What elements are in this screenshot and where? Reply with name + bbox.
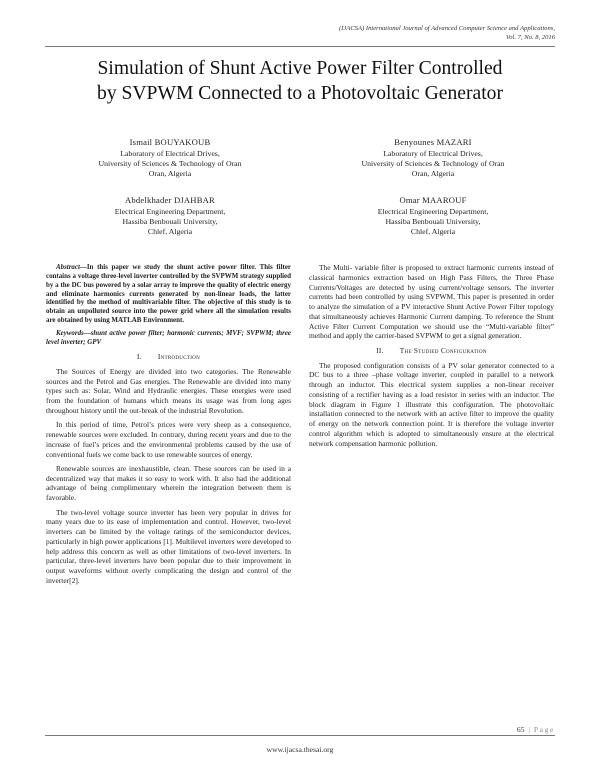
author-affiliation: University of Sciences & Technology of Oran xyxy=(98,159,242,169)
title-line-2: by SVPWM Connected to a Photovoltaic Generator xyxy=(97,83,503,104)
section-heading-studied-configuration xyxy=(309,346,554,356)
author-location: Chlef, Algeria xyxy=(410,227,456,237)
footer-divider xyxy=(45,735,555,736)
author-affiliation: Laboratory of Electrical Drives, xyxy=(120,149,220,158)
journal-header xyxy=(135,24,555,42)
journal-name: (IJACSA) International Journal of Advanced Computer Science and Applications, xyxy=(338,25,555,32)
section-heading-introduction xyxy=(46,352,291,362)
author-location: Oran, Algeria xyxy=(148,169,192,179)
author-name: Omar MAAROUF xyxy=(399,195,467,205)
author-location: Oran, Algeria xyxy=(411,169,455,179)
author-affiliation: Hassiba Benbouali University, xyxy=(385,217,481,227)
abstract xyxy=(46,263,291,325)
author-block xyxy=(308,195,558,238)
paragraph: The proposed configuration consists of a PV solar generator connected to a DC bus to a three –phase voltage inverter, coupled in parallel to a network through an inductor. This electrical system supplies a non-linear receiver consisting of a rectifier having as a load resistor in series with an inductor. The block diagram in Figure 1 illustrate this configuration. The photovoltaic installation connected to the network with an active filter to improve the quality of energy on the network connection point. It is therefore the voltage inverter control algorithm which is adopted to simultaneously ensure at the electrical network compensation harmonic pollution. xyxy=(309,360,554,448)
page-number-separator: | xyxy=(528,725,530,734)
author-name: Benyounes MAZARI xyxy=(394,137,472,147)
section-title: Introduction xyxy=(157,351,200,361)
paragraph-continued: The two-level voltage source inverter has been very popular in drives for many years due to its ease of implementation and control. However, two-level inverters can be limited by the voltage ratings of the semiconductor devices, particularly in high power applications [1]. Multilevel inverters were developed to help address this concern as well as other limitations of two-level inverters. In particular, three-level inverters have been popular due to their improvement in output waveforms without overly complicating the design and control of the inverter[2]. xyxy=(46,507,291,585)
journal-url: www.ijacsa.thesai.org xyxy=(266,745,334,754)
author-affiliation: Laboratory of Electrical Drives, xyxy=(383,149,483,158)
page-label: Page xyxy=(533,725,555,734)
author-block xyxy=(45,195,295,238)
abstract-label: Abstract— xyxy=(56,263,87,271)
page-number-value: 65 xyxy=(516,725,525,734)
author-affiliation: Electrical Engineering Department, xyxy=(377,207,489,216)
paragraph: The Sources of Energy are divided into two categories. The Renewable sources and the Petrol and Gas energies. The Renewable are divided into many types such as: Solar, Wind and Hydraulic energies. These energies were used from the foundation of humans which means its usage was from long ages throughout history until the out-break of the industrial Revolution. xyxy=(46,366,291,415)
journal-volume: Vol. 7, No. 8, 2016 xyxy=(505,34,555,41)
author-affiliation: Hassiba Benbouali University, xyxy=(122,217,218,227)
author-block xyxy=(45,137,295,180)
author-block xyxy=(308,137,558,180)
section-title: The Studied Configuration xyxy=(399,345,487,355)
left-column xyxy=(46,263,291,590)
page-number xyxy=(517,725,555,735)
author-name: Ismail BOUYAKOUB xyxy=(129,137,211,147)
keywords-text: shunt active power filter; harmonic currents; MVF; SVPWM; three level inverter; GPV xyxy=(46,329,291,347)
author-affiliation: Electrical Engineering Department, xyxy=(114,207,226,216)
paragraph: In this period of time, Petrol’s prices were very sheep as a consequence, renewable sources were excluded. In contrary, during recent years and due to the increase of fuel’s prices and the environmental problems caused by the use of conventional fuels we come back to use renewable sources of energy. xyxy=(46,420,291,459)
keywords xyxy=(46,329,291,347)
author-affiliation: University of Sciences & Technology of Oran xyxy=(361,159,505,169)
section-number: I. xyxy=(137,351,142,361)
paragraph: The Multi- variable filter is proposed to extract harmonic currents instead of classical harmonics extraction based on High Pass Filters, the Three Phase Currents/Voltages are detected by using current/voltage sensors. The inverter currents had been controlled by using SVPWM. This paper is presented in order to analyze the simulation of a PV interactive Shunt Active Power Filter topology that simultaneously achieves Harmonic Current damping. To reference the Shunt Active Filter Current Computation we should use the “Multi-variable filter” method and apply the carrier-based SVPWM to get a signal generation. xyxy=(309,263,554,341)
author-name: Abdelkhader DJAHBAR xyxy=(125,195,215,205)
right-column xyxy=(309,263,554,453)
paper-title xyxy=(30,56,570,106)
keywords-label: Keywords— xyxy=(56,329,91,338)
paragraph: Renewable sources are inexhaustible, clean. These sources can be used in a decentralized way that makes it so easy to work with. It also had the additional advantage of being complimentary wherein the integration between them is favorable. xyxy=(46,463,291,503)
header-divider xyxy=(45,46,555,47)
section-number: II. xyxy=(376,345,384,355)
author-location: Chlef, Algeria xyxy=(147,227,193,237)
abstract-text: In this paper we study the shunt active power filter. This filter contains a voltage three-level inverter controlled by the SVPWM strategy supplied by a the DC bus powered by a solar array to improve the quality of electric energy and eliminate harmonics currents generated by non-linear loads, the latter identified by the method of multivariable filter. The objective of this study is to obtain an unpolluted source into the power grid where all the simulation results are obtained by using MATLAB Environment. xyxy=(46,263,291,325)
title-line-1: Simulation of Shunt Active Power Filter Controlled xyxy=(97,58,503,79)
